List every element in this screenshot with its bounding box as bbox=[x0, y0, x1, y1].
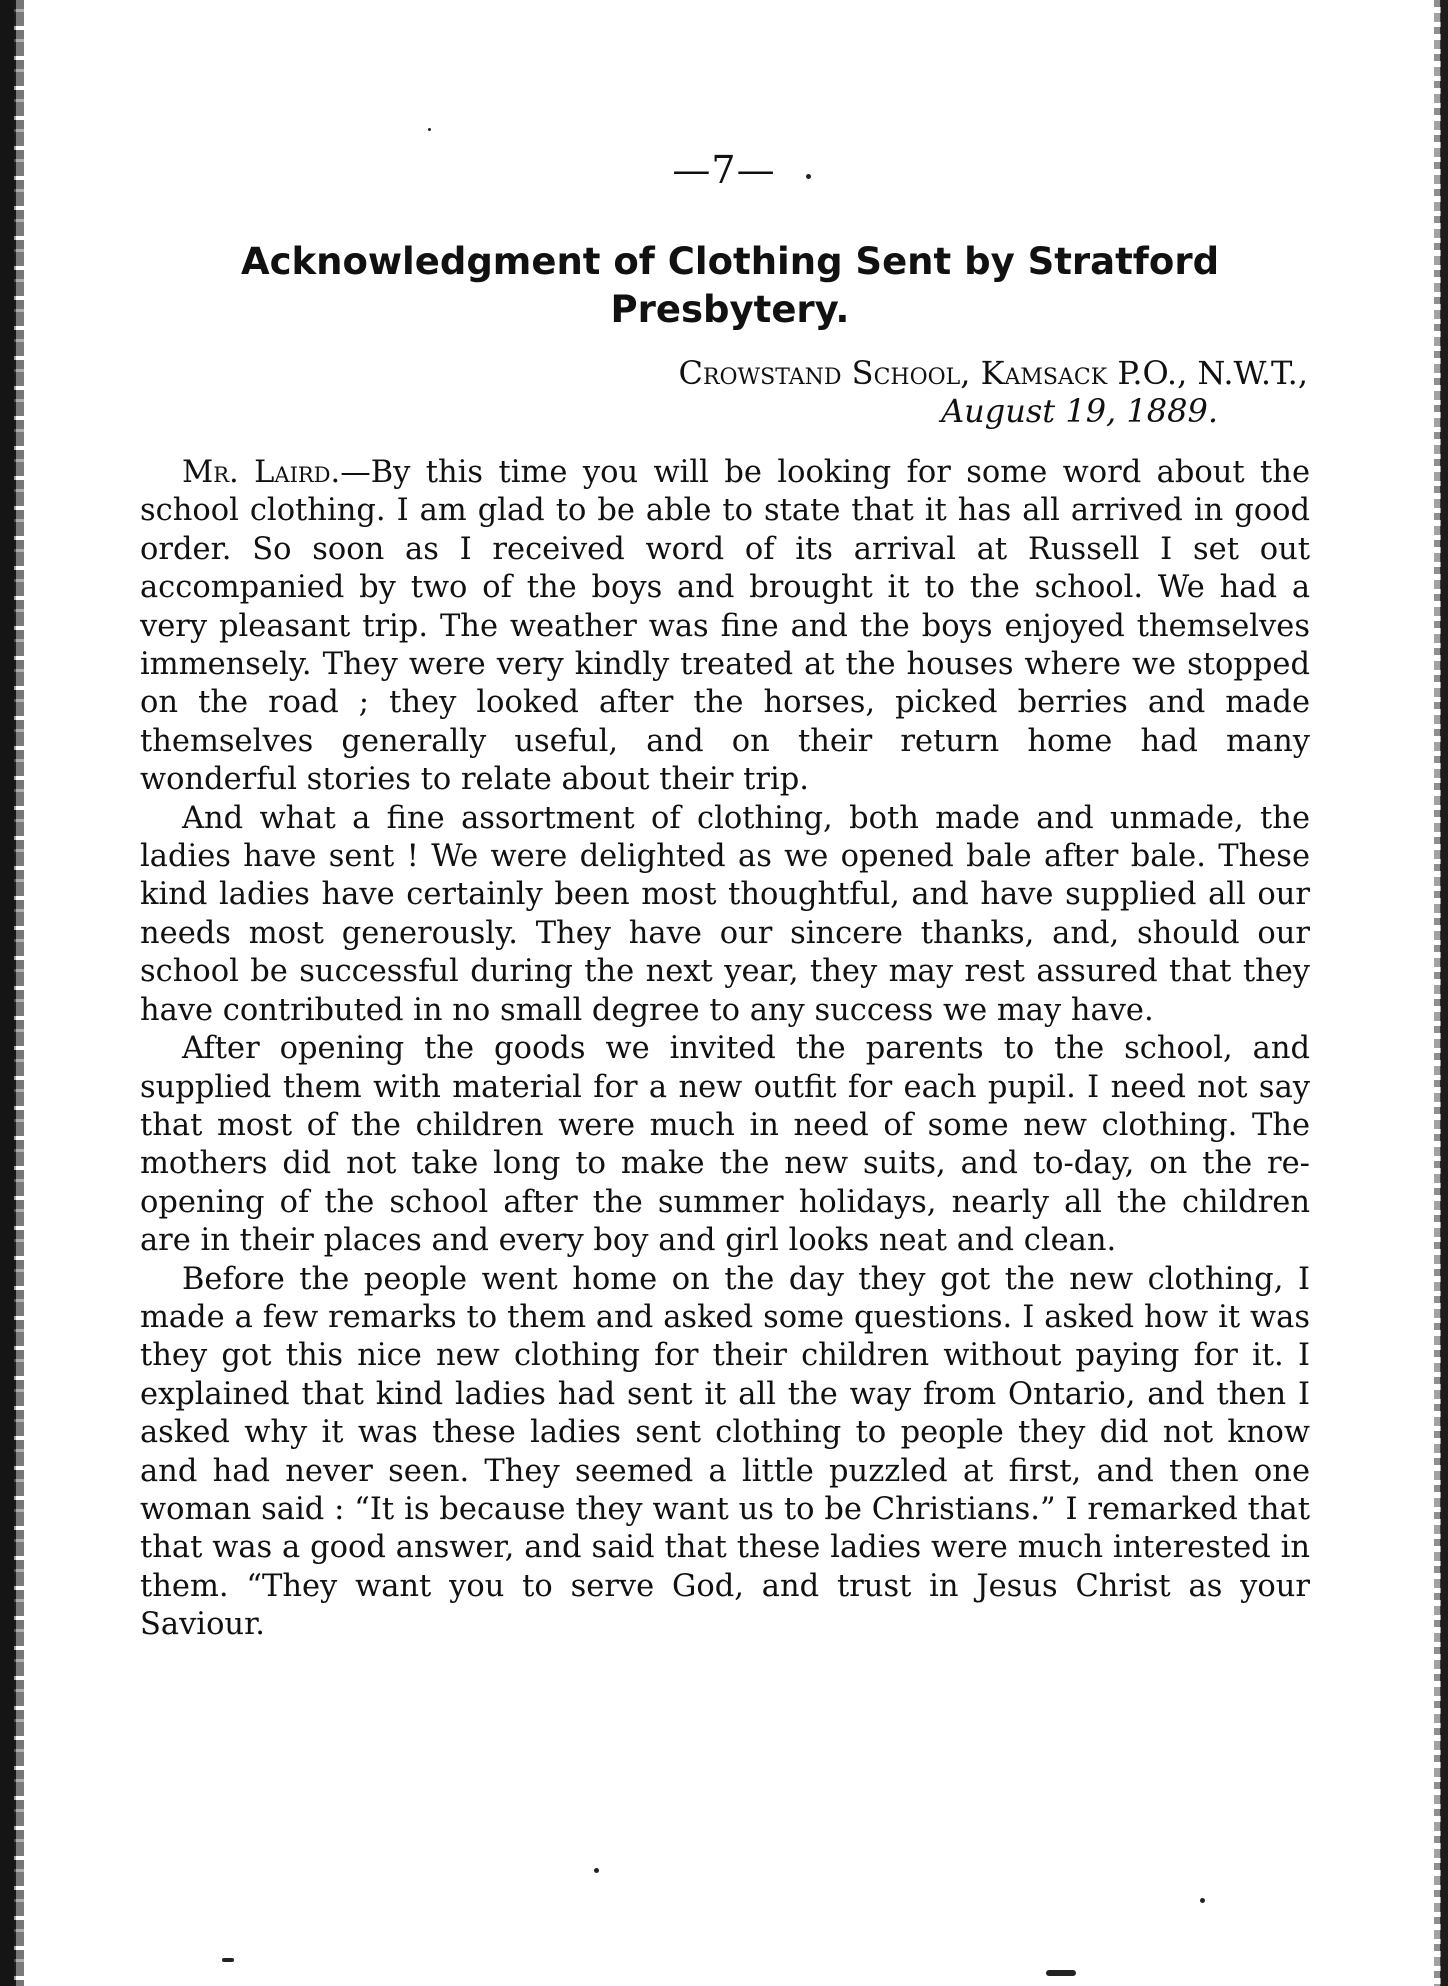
article-heading bbox=[130, 238, 1330, 334]
heading-line-1: Acknowledgment of Clothing Sent by Stratford bbox=[240, 240, 1220, 283]
salutation: Mr. Laird. bbox=[182, 455, 341, 490]
scan-speck bbox=[222, 1958, 234, 1962]
dateline-date: August 19, 1889. bbox=[941, 392, 1218, 430]
scan-border-left-texture bbox=[14, 0, 24, 1986]
scan-speck bbox=[806, 174, 811, 179]
heading-line-2: Presbytery. bbox=[610, 288, 850, 331]
paragraph-2: And what a fine assortment of clothing, both made and unmade, the ladies have sent ! We were delighted as we opened bale after bale. These kind ladies have certainly been most thoughtful, and have supplied all our needs most generously. They have our sincere thanks, and, should our school be successful during the next year, they may rest assured that they have contributed in no small degree to any success we may have. bbox=[140, 800, 1310, 1028]
dateline-place: Crowstand School, Kamsack P.O., N.W.T., bbox=[678, 354, 1308, 392]
scan-speck bbox=[1200, 1898, 1205, 1903]
paragraph-1 bbox=[140, 454, 1310, 800]
paragraph-4: Before the people went home on the day they got the new clothing, I made a few remarks to them and asked some questions. I asked how it was they got this nice new clothing for their children without paying for it. I explained that kind ladies had sent it all the way from Ontario, and then I asked why it was these ladies sent clothing to people they did not know and had never seen. They seemed a little puzzled at first, and then one woman said : “It is because they want us to be Christians.” I remarked that that was a good answer, and said that these ladies were much interested in them. “They want you to serve God, and trust in Jesus Christ as your Saviour. bbox=[140, 1261, 1310, 1643]
letter-dateline bbox=[678, 354, 1308, 430]
letter-body bbox=[140, 454, 1310, 1645]
page-number: —7— bbox=[672, 148, 776, 192]
scan-speck bbox=[594, 1868, 599, 1873]
paragraph-3: After opening the goods we invited the parents to the school, and supplied them with material for a new outfit for each pupil. I need not say that most of the children were much in need of some new clothing. The mothers did not take long to make the new suits, and to-day, on the re-opening of the school after the summer holidays, nearly all the children are in their places and every boy and girl looks neat and clean. bbox=[140, 1031, 1310, 1259]
scan-border-right bbox=[1440, 0, 1448, 1986]
scan-border-right-texture bbox=[1434, 0, 1441, 1986]
scan-speck bbox=[1046, 1970, 1076, 1976]
scan-speck bbox=[428, 128, 431, 131]
paragraph-1-text: —By this time you will be looking for some word about the school clothing. I am glad to be able to state that it has all arrived in good order. So soon as I received word of its arrival at Russell I set out accompanied by two of the boys and brought it to the school. We had a very pleasant trip. The weather was fine and the boys enjoyed themselves immensely. They were very kindly treated at the houses where we stopped on the road ; they looked after the horses, picked berries and made themselves generally useful, and on their return home had many wonderful stories to relate about their trip. bbox=[140, 455, 1310, 798]
